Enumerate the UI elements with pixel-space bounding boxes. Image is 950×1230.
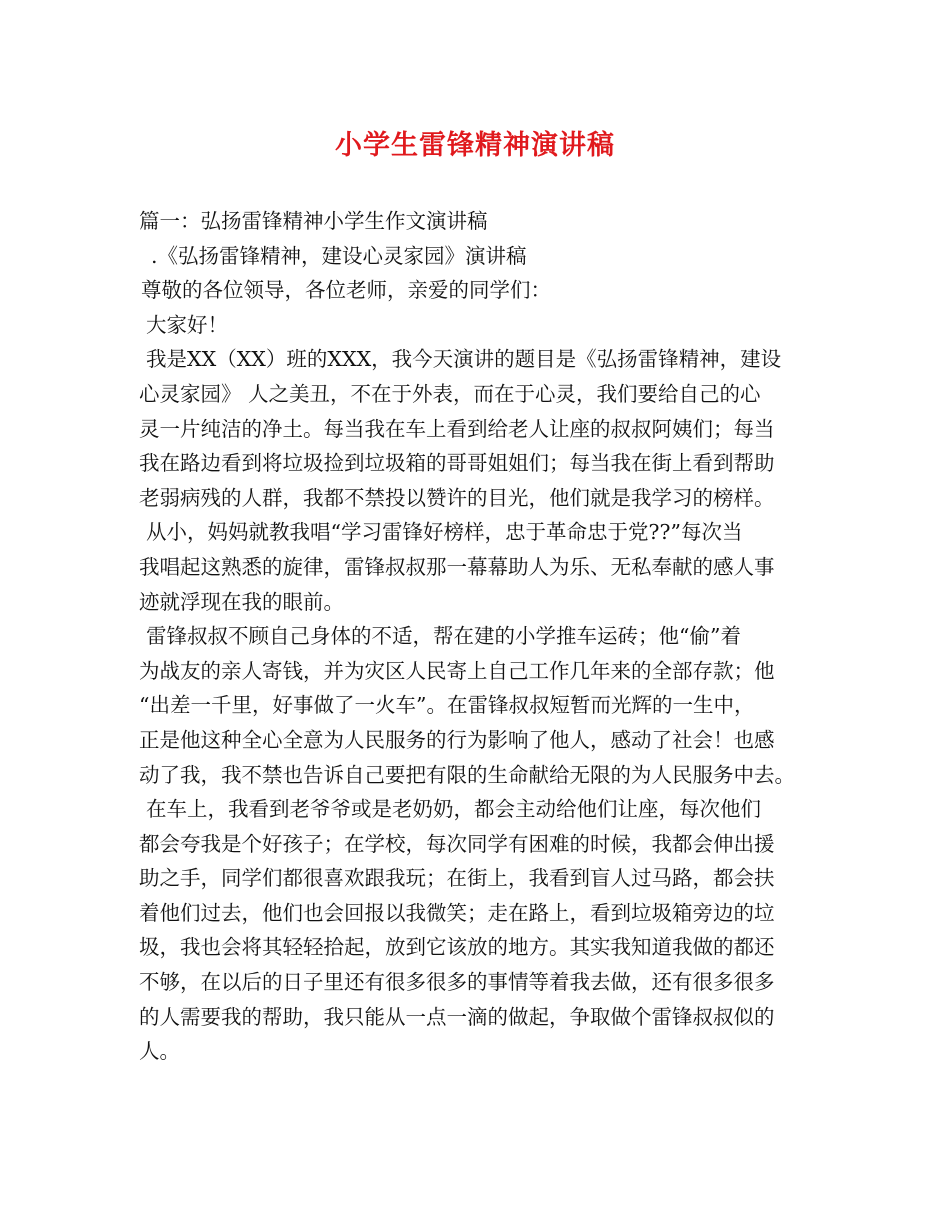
paragraph-line: 助之手，同学们都很喜欢跟我玩；在街上，我看到盲人过马路，都会扶 — [139, 866, 775, 891]
paragraph-line: 灵一片纯洁的净土。每当我在车上看到给老人让座的叔叔阿姨们；每当 — [139, 416, 775, 441]
section-heading: 篇一：弘扬雷锋精神小学生作文演讲稿 — [139, 209, 488, 233]
document-body — [139, 204, 839, 1069]
paragraph-line: 我是XX（XX）班的XXX，我今天演讲的题目是《弘扬雷锋精神，建设 — [146, 347, 782, 372]
paragraph-line: 动了我，我不禁也告诉自己要把有限的生命献给无限的为人民服务中去。 — [139, 762, 795, 787]
paragraph-line: 我在路边看到将垃圾捡到垃圾箱的哥哥姐姐们；每当我在街上看到帮助 — [139, 451, 775, 476]
paragraph-line: 我唱起这熟悉的旋律，雷锋叔叔那一幕幕助人为乐、无私奉献的感人事 — [139, 554, 775, 579]
paragraph-line: 都会夸我是个好孩子；在学校，每次同学有困难的时候，我都会伸出援 — [139, 831, 775, 856]
paragraph-line: 迹就浮现在我的眼前。 — [139, 589, 344, 614]
paragraph-line: 着他们过去，他们也会回报以我微笑；走在路上，看到垃圾箱旁边的垃 — [139, 900, 775, 925]
paragraph-line: 在车上，我看到老爷爷或是老奶奶，都会主动给他们让座，每次他们 — [146, 797, 761, 822]
paragraph-line: 的人需要我的帮助，我只能从一点一滴的做起，争取做个雷锋叔叔似的 — [139, 1004, 775, 1029]
paragraph-line: 雷锋叔叔不顾自己身体的不适，帮在建的小学推车运砖；他“偷”着 — [146, 624, 741, 649]
greeting-line: 大家好！ — [146, 312, 228, 337]
document-title: 小学生雷锋精神演讲稿 — [335, 130, 615, 161]
paragraph-line: 心灵家园》 人之美丑，不在于外表，而在于心灵，我们要给自己的心 — [139, 381, 761, 406]
paragraph-line: 从小，妈妈就教我唱“学习雷锋好榜样，忠于革命忠于党??”每次当 — [146, 520, 743, 545]
salutation-line: 尊敬的各位领导，各位老师，亲爱的同学们： — [141, 278, 551, 303]
speech-title-line: .《弘扬雷锋精神，建设心灵家园》演讲稿 — [151, 243, 527, 268]
paragraph-line: 不够，在以后的日子里还有很多很多的事情等着我去做，还有很多很多 — [139, 970, 775, 995]
paragraph-line: 老弱病残的人群，我都不禁投以赞许的目光，他们就是我学习的榜样。 — [139, 485, 775, 510]
paragraph-line: 正是他这种全心全意为人民服务的行为影响了他人，感动了社会！也感 — [139, 727, 775, 752]
paragraph-line: “出差一千里，好事做了一火车”。在雷锋叔叔短暂而光辉的一生中， — [139, 693, 755, 718]
paragraph-line: 为战友的亲人寄钱，并为灾区人民寄上自己工作几年来的全部存款；他 — [139, 658, 775, 683]
paragraph-line: 人。 — [139, 1039, 180, 1064]
paragraph-line: 圾，我也会将其轻轻拾起，放到它该放的地方。其实我知道我做的都还 — [139, 935, 775, 960]
